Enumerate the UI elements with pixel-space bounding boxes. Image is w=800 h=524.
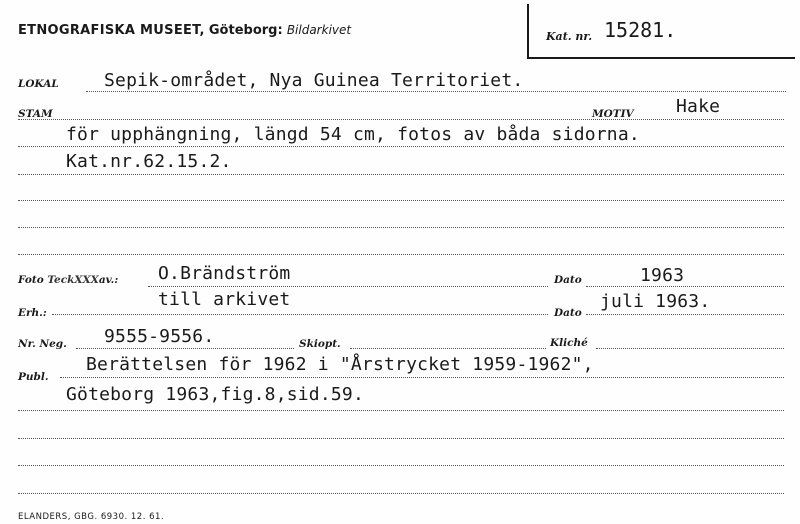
catalog-number-label: Kat. nr. — [546, 30, 593, 43]
dato-value-1: 1963 — [640, 265, 685, 286]
card-header — [18, 23, 351, 38]
dotted-line — [18, 227, 784, 228]
kliche-dotted-line — [596, 348, 784, 349]
foto-label-suffix: av.: — [98, 274, 119, 286]
dato-dotted-line — [586, 314, 784, 315]
dotted-line — [18, 254, 784, 255]
foto-label — [18, 274, 118, 286]
lokal-dotted-line — [86, 91, 786, 92]
museum-city: Göteborg: — [208, 23, 283, 38]
nr-neg-value: 9555-9556. — [104, 326, 215, 347]
erh-dotted-line — [52, 314, 548, 315]
stam-line-1: för upphängning, längd 54 cm, fotos av båda sidorna. — [66, 124, 640, 145]
dotted-line — [18, 174, 784, 175]
dotted-line — [18, 200, 784, 201]
dato-value-2: juli 1963. — [600, 291, 711, 312]
stam-line-2: Kat.nr.62.15.2. — [66, 151, 232, 172]
archive-name: Bildarkivet — [286, 23, 352, 37]
publ-dotted-line — [60, 377, 784, 378]
lokal-label: LOKAL — [18, 78, 59, 90]
dotted-line — [18, 410, 784, 411]
kliche-label: Kliché — [550, 337, 588, 349]
skiopt-label: Skiopt. — [299, 338, 341, 350]
foto-label-struck-text: TeckXXX — [47, 274, 99, 286]
dotted-line — [18, 146, 784, 147]
publ-label: Publ. — [18, 371, 49, 383]
foto-dotted-line — [148, 286, 548, 287]
dotted-line — [18, 465, 784, 466]
catalog-number-value: 15281. — [604, 18, 677, 42]
motiv-value: Hake — [676, 96, 721, 117]
printer-imprint: ELANDERS, GBG. 6930. 12. 61. — [18, 512, 165, 522]
dato-label-2: Dato — [554, 307, 582, 319]
dato-dotted-line — [586, 286, 784, 287]
foto-label-text: Foto — [18, 274, 44, 286]
skiopt-dotted-line — [350, 348, 546, 349]
foto-value: O.Brändström — [158, 263, 291, 284]
dotted-line — [18, 493, 784, 494]
catalog-box-bottom-border — [527, 57, 795, 59]
dato-label-1: Dato — [554, 274, 582, 286]
dotted-line — [18, 438, 784, 439]
stam-dotted-line — [18, 119, 784, 120]
publ-line-1: Berättelsen för 1962 i "Årstrycket 1959-1962", — [86, 354, 594, 375]
museum-name: ETNOGRAFISKA MUSEET, — [18, 23, 205, 38]
lokal-value: Sepik-området, Nya Guinea Territoriet. — [104, 70, 524, 91]
publ-line-2: Göteborg 1963,fig.8,sid.59. — [66, 384, 364, 405]
motiv-label: MOTIV — [592, 108, 634, 120]
stam-label: STAM — [18, 108, 53, 120]
erh-value: till arkivet — [158, 289, 291, 310]
nr-neg-dotted-line — [76, 348, 294, 349]
erh-label: Erh.: — [18, 307, 47, 319]
catalog-box-left-border — [527, 4, 529, 59]
nr-neg-label: Nr. Neg. — [18, 338, 67, 350]
